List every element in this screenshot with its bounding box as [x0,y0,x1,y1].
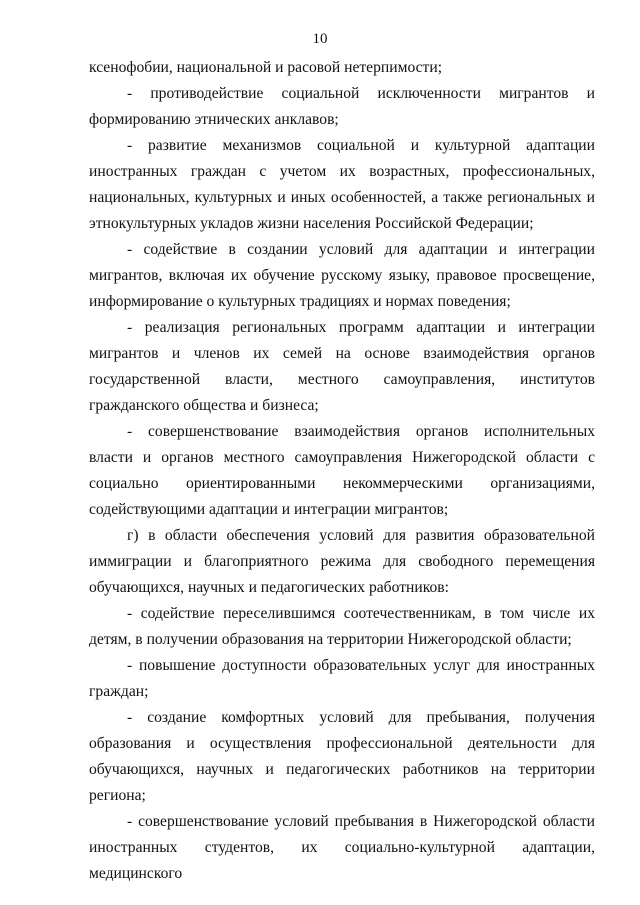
section-g-heading: г) в области обеспечения условий для развития образовательной иммиграции и благоприятного режима для свободного перемещения обучающихся, научных и педагогических работников: [89,527,595,596]
list-item-comfortable-conditions: - создание комфортных условий для пребывания, получения образования и осуществления профессиональной деятельности для обучающихся, научных и педагогических работников на территории региона; [89,709,595,804]
list-item-regional-programs: - реализация региональных программ адаптации и интеграции мигрантов и членов их семей на основе взаимодействия органов государственной власти, местного самоуправления, институтов гражданского общества и бизнеса; [89,319,595,414]
list-item-nco-cooperation: - совершенствование взаимодействия органов исполнительных власти и органов местного самоуправления Нижегородской области с социально ориентированными некоммерческими организациями, содействующими адаптации и интеграции мигрантов; [89,423,595,518]
document-body [89,55,595,887]
paragraph-continuation: ксенофобии, национальной и расовой нетерпимости; [89,59,443,76]
page-number: 10 [312,31,328,47]
list-item-integration-conditions: - содействие в создании условий для адаптации и интеграции мигрантов, включая их обучение русскому языку, правовое просвещение, информирование о культурных традициях и нормах поведения; [89,241,595,310]
list-item-foreign-students: - совершенствование условий пребывания в Нижегородской области иностранных студентов, их социально-культурной адаптации, медицинского [89,813,595,882]
list-item-counter-exclusion: - противодействие социальной исключенности мигрантов и формированию этнических анклавов; [89,85,595,128]
list-item-compatriots-education: - содействие переселившимся соотечественникам, в том числе их детям, в получении образования на территории Нижегородской области; [89,605,595,648]
list-item-education-access: - повышение доступности образовательных услуг для иностранных граждан; [89,657,595,700]
list-item-adaptation-mechanisms: - развитие механизмов социальной и культурной адаптации иностранных граждан с учетом их возрастных, профессиональных, национальных, культурных и иных особенностей, а также региональных и этнокультурных укладов жизни населения Российской Федерации; [89,137,595,232]
